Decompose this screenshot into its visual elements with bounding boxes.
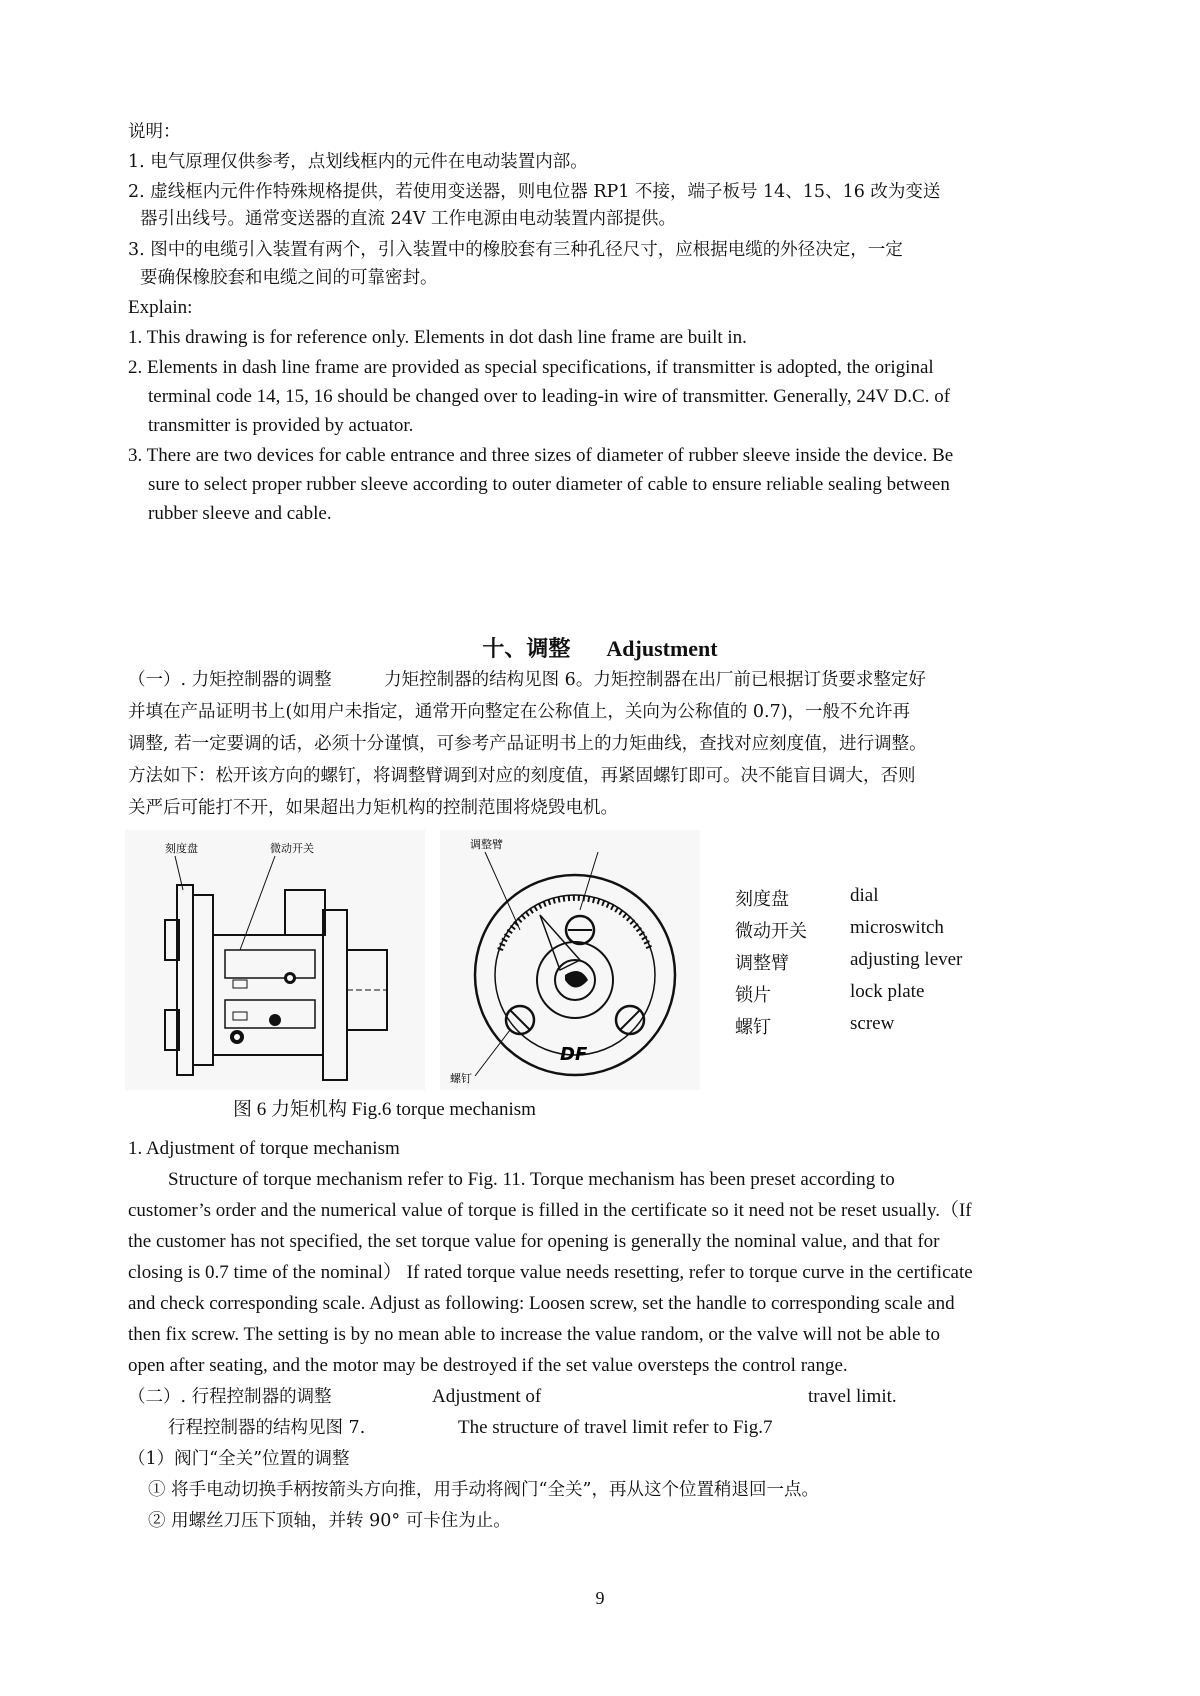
torque-cn-line-2: 并填在产品证明书上(如用户未指定，通常开向整定在公称值上，关向为公称值的 0.7)，一般不允许再 [128,702,911,722]
figure-caption: 图 6 力矩机构 Fig.6 torque mechanism [233,1099,536,1120]
legend-cn: 调整臂 [735,953,789,974]
page-number: 9 [595,1588,605,1608]
notes-cn-item-2a: 2. 虚线框内元件作特殊规格提供，若使用变送器，则电位器 RP1 不接，端子板号 14、15、16 改为变送 [128,182,941,202]
torque-cn-line-1: （一）. 力矩控制器的调整 力矩控制器的结构见图 6。力矩控制器在出厂前已根据订货要求整定好 [128,670,926,690]
legend-row [735,917,962,949]
torque-en-line-4: closing is 0.7 time of the nominal） If rated torque value needs resetting, refer to torque curve in the certificate [128,1262,973,1283]
label-microswitch: 微动开关 [270,842,314,855]
notes-cn-heading: 说明： [128,122,181,142]
notes-en-item-3c: rubber sleeve and cable. [148,503,332,524]
torque-cn-line-5: 关严后可能打不开，如果超出力矩机构的控制范围将烧毁电机。 [128,798,618,818]
torque-side-view-drawing [125,830,425,1090]
notes-cn-item-3a: 3. 图中的电缆引入装置有两个，引入装置中的橡胶套有三种孔径尺寸，应根据电缆的外径决定，一定 [128,240,903,260]
notes-en-heading: Explain: [128,297,193,318]
torque-en-heading: 1. Adjustment of torque mechanism [128,1138,400,1159]
figure-legend [735,885,962,1045]
travel-step-1: ① 将手电动切换手柄按箭头方向推，用手动将阀门“全关”，再从这个位置稍退回一点。 [148,1480,819,1500]
section-title [0,632,1200,663]
notes-en-item-2c: transmitter is provided by actuator. [148,415,414,436]
travel-heading-en-b: travel limit. [808,1386,897,1407]
torque-cn-line-4: 方法如下：松开该方向的螺钉，将调整臂调到对应的刻度值，再紧固螺钉即可。决不能盲目调大，否则 [128,766,916,786]
df-logo: DF [560,1044,588,1065]
notes-cn-item-1: 1. 电气原理仅供参考，点划线框内的元件在电动装置内部。 [128,152,588,172]
notes-en-item-3b: sure to select proper rubber sleeve according to outer diameter of cable to ensure reliable sealing between [148,474,950,495]
torque-dial-view-drawing [440,830,700,1090]
travel-struct-en: The structure of travel limit refer to Fig.7 [458,1417,773,1438]
legend-row [735,949,962,981]
notes-cn-item-3b: 要确保橡胶套和电缆之间的可靠密封。 [140,268,438,288]
notes-cn-item-2b: 器引出线号。通常变送器的直流 24V 工作电源由电动装置内部提供。 [140,209,677,229]
torque-en-line-2: customer’s order and the numerical value of torque is filled in the certificate so it need not be reset usually.（If [128,1200,972,1221]
legend-cn: 锁片 [735,985,771,1006]
travel-struct-cn: 行程控制器的结构见图 7. [168,1418,366,1438]
legend-row [735,1013,962,1045]
torque-en-line-3: the customer has not specified, the set torque value for opening is generally the nominal value, and that for [128,1231,940,1252]
notes-en-item-3a: 3. There are two devices for cable entrance and three sizes of diameter of rubber sleeve inside the device. Be [128,445,954,466]
torque-en-line-1: Structure of torque mechanism refer to Fig. 11. Torque mechanism has been preset according to [168,1169,895,1190]
torque-cn-line-3: 调整, 若一定要调的话，必须十分谨慎，可参考产品证明书上的力矩曲线，查找对应刻度值，进行调整。 [128,734,927,754]
legend-en: microswitch [850,917,944,938]
label-adjusting-lever: 调整臂 [470,838,503,851]
travel-sub-1: （1）阀门“全关”位置的调整 [128,1449,350,1469]
legend-en: screw [850,1013,895,1034]
travel-heading-en-a: Adjustment of [432,1386,542,1407]
section-title-en: Adjustment [606,636,718,661]
travel-step-2: ② 用螺丝刀压下顶轴，并转 90° 可卡住为止。 [148,1511,511,1531]
legend-en: dial [850,885,879,906]
legend-row [735,981,962,1013]
legend-cn: 螺钉 [735,1017,771,1038]
torque-en-line-7: open after seating, and the motor may be destroyed if the set value oversteps the control range. [128,1355,848,1376]
torque-en-line-6: then fix screw. The setting is by no mean able to increase the value random, or the valve will not be able to [128,1324,940,1345]
notes-en-item-2b: terminal code 14, 15, 16 should be changed over to leading-in wire of transmitter. Generally, 24V D.C. of [148,386,951,407]
legend-cn: 刻度盘 [735,889,789,910]
section-title-cn: 十、调整 [482,636,571,662]
legend-en: adjusting lever [850,949,963,970]
notes-en-item-2a: 2. Elements in dash line frame are provided as special specifications, if transmitter is adopted, the original [128,357,934,378]
legend-cn: 微动开关 [735,921,807,942]
legend-en: lock plate [850,981,925,1002]
legend-row [735,885,962,917]
label-screw: 螺钉 [450,1072,472,1085]
notes-en-item-1: 1. This drawing is for reference only. Elements in dot dash line frame are built in. [128,327,747,348]
travel-heading-cn: （二）. 行程控制器的调整 [128,1387,332,1407]
label-dial: 刻度盘 [165,842,198,855]
torque-en-line-5: and check corresponding scale. Adjust as following: Loosen screw, set the handle to corresponding scale and [128,1293,955,1314]
